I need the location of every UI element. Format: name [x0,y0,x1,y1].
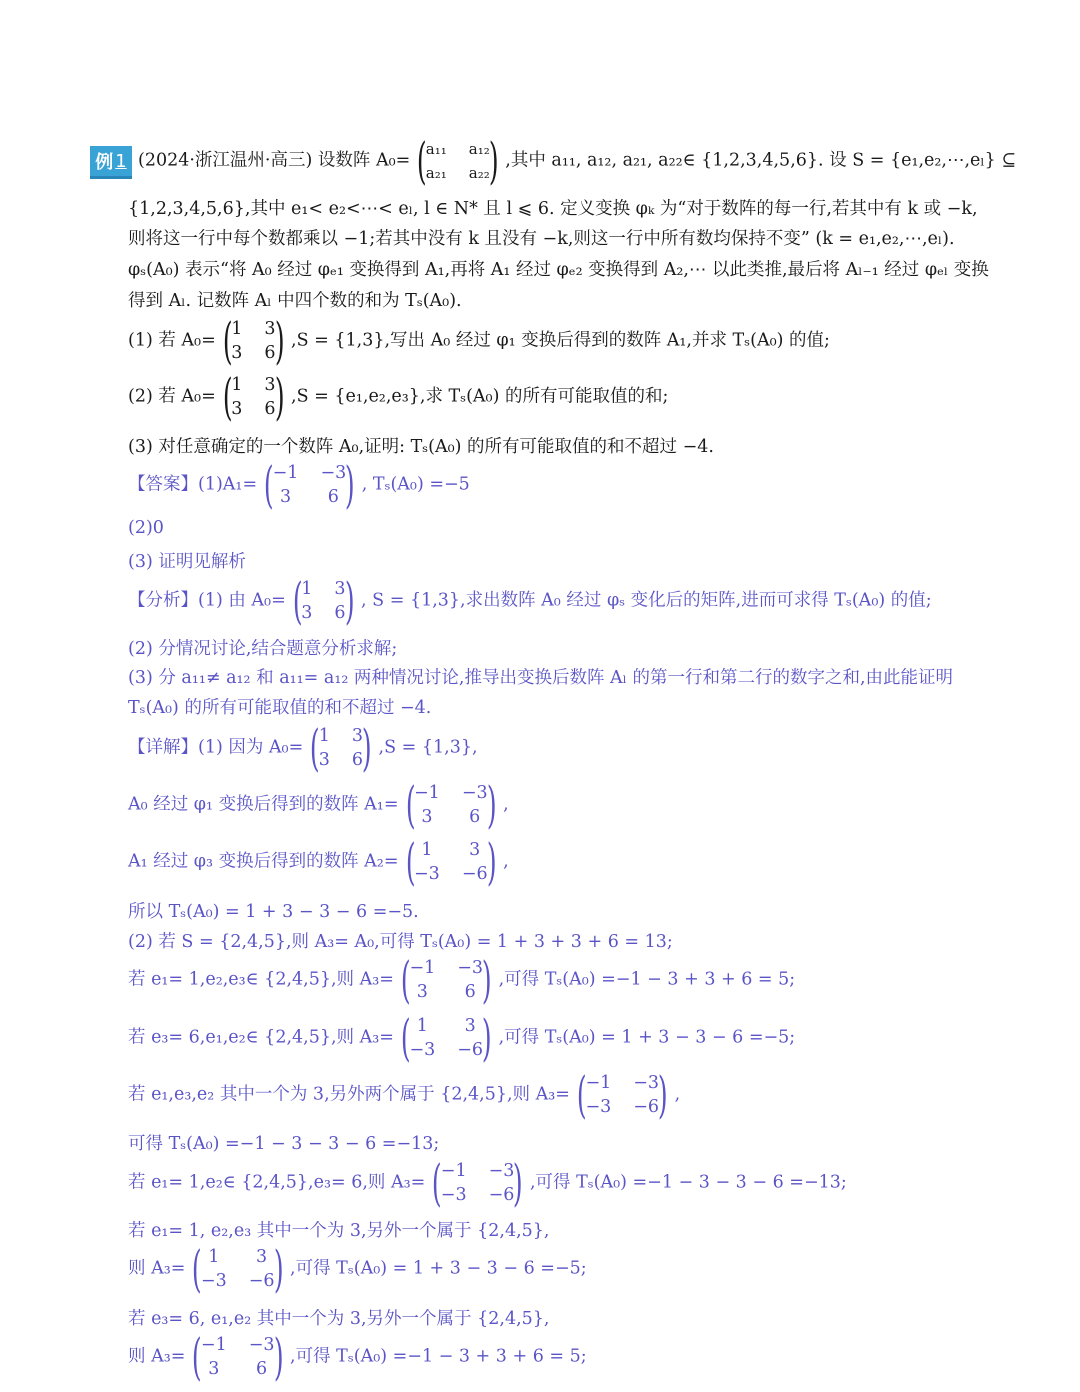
problem-header-tail: ,其中 a₁₁, a₁₂, a₂₁, a₂₂∈ {1,2,3,4,5,6}. 设 S = {e₁,e₂,⋯,eₗ} ⊆ [505,150,1017,171]
matrix-cell: −3 [440,1185,467,1205]
answer-2: (2)0 [128,518,164,538]
detail-5: (2) 若 S = {2,4,5},则 A₃= A₀,可得 Tₛ(A₀) = 1 + 3 + 3 + 6 = 13; [128,932,673,952]
matrix-cell: 3 [256,1247,268,1267]
detail-12: 则 A₃= ( 1 3 −3 −6 ) ,可得 Tₛ(A₀) = 1 + 3 − 3 − 6 =−5; [128,1240,587,1298]
detail-4: 所以 Tₛ(A₀) = 1 + 3 − 3 − 6 =−5. [128,902,419,922]
answer-1: 【答案】(1)A₁= ( −1 −3 3 6 ) , Tₛ(A₀) =−5 [128,456,470,514]
matrix-cell: 3 [334,579,346,599]
matrix-cell: 6 [464,982,476,1002]
matrix-cell: −1 [200,1335,227,1355]
example-badge [90,146,132,179]
matrix-detail-14: ( −1 −3 3 6 ) [192,1328,284,1386]
matrix-cell: 1 [416,1016,428,1036]
matrix-detail-3: ( 1 3 −3 −6 ) [405,833,497,891]
detail-9: 可得 Tₛ(A₀) =−1 − 3 − 3 − 6 =−13; [128,1134,440,1154]
matrix-cell: 3 [279,487,292,507]
matrix-detail-1: ( 1 3 3 6 ) [310,719,372,777]
matrix-answer: ( −1 −3 3 6 ) [263,456,355,514]
matrix-cell: 3 [264,375,276,395]
problem-header [138,132,1017,190]
matrix-cell: −3 [457,958,484,978]
matrix-cell: 6 [256,1359,268,1379]
matrix-cell: a₂₁ [425,164,447,182]
problem-header-text: (2024·浙江温州·高三) 设数阵 A₀= [138,150,411,171]
matrix-cell: −6 [488,1185,515,1205]
matrix-cell: 1 [231,375,243,395]
analysis-3a: (3) 分 a₁₁≠ a₁₂ 和 a₁₁= a₁₂ 两种情况讨论,推导出变换后数阵 Aₗ 的第一行和第二行的数字之和,由此能证明 [128,668,954,688]
detail-10: 若 e₁= 1,e₂∈ {2,4,5},e₃= 6,则 A₃= ( −1 −3 −3 −6 ) ,可得 Tₛ(A₀) =−1 − 3 − 3 − 6 =−13; [128,1154,847,1212]
detail-2: A₀ 经过 φ₁ 变换后得到的数阵 A₁= ( −1 −3 3 6 ) , [128,776,509,834]
matrix-cell: 6 [351,750,364,770]
matrix-cell: −6 [457,1040,484,1060]
matrix-cell: 3 [318,750,330,770]
detail-8: 若 e₁,e₃,e₂ 其中一个为 3,另外两个属于 {2,4,5},则 A₃= ( −1 −3 −3 −6 ) , [128,1066,681,1124]
matrix-cell: −6 [461,864,488,884]
problem-line-3: 则将这一行中每个数都乘以 −1;若其中没有 k 且没有 −k,则这一行中所有数均保持不变” (k = e₁,e₂,⋯,eₗ). [128,229,955,249]
matrix-cell: 6 [334,603,346,623]
matrix-detail-8: ( −1 −3 −3 −6 ) [576,1066,668,1124]
matrix-cell: 3 [416,982,428,1002]
question-3: (3) 对任意确定的一个数阵 A₀,证明: Tₛ(A₀) 的所有可能取值的和不超过 −4. [128,437,714,457]
problem-line-4: φₛ(A₀) 表示“将 A₀ 经过 φₑ₁ 变换得到 A₁,再将 A₁ 经过 φₑ₂ 变换得到 A₂,⋯ 以此类推,最后将 Aₗ₋₁ 经过 φₑₗ 变换 [128,260,989,280]
matrix-cell: 1 [231,319,243,339]
matrix-cell: −6 [248,1271,275,1291]
matrix-cell: −6 [633,1097,660,1117]
matrix-cell: −1 [272,463,299,483]
matrix-cell: 6 [469,807,481,827]
matrix-cell: 3 [469,840,481,860]
analysis-2: (2) 分情况讨论,结合题意分析求解; [128,639,398,659]
badge-number: 1 [115,150,127,172]
matrix-cell: −1 [414,783,440,803]
badge-label: 例 [95,152,114,173]
matrix-cell: 1 [208,1247,220,1267]
matrix-detail-2: ( −1 −3 3 6 ) [405,776,497,834]
matrix-a0-general: ( a₁₁ a₁₂ a₂₁ a₂₂ ) [417,132,499,190]
matrix-a0: ( 1 3 3 6 ) [222,312,285,370]
analysis-1: 【分析】(1) 由 A₀= ( 1 3 3 6 ) , S = {1,3},求出数阵 A₀ 经过 φₛ 变化后的矩阵,进而可求得 Tₛ(A₀) 的值; [128,572,932,630]
matrix-cell: a₁₁ [425,140,447,158]
question-1: (1) 若 A₀= ( 1 3 3 6 ) ,S = {1,3},写出 A₀ 经过 φ₁ 变换后得到的数阵 A₁,并求 Tₛ(A₀) 的值; [128,312,830,370]
detail-7: 若 e₃= 6,e₁,e₂∈ {2,4,5},则 A₃= ( 1 3 −3 −6 ) ,可得 Tₛ(A₀) = 1 + 3 − 3 − 6 =−5; [128,1009,796,1067]
matrix-cell: 1 [301,579,313,599]
problem-line-5: 得到 Aₗ. 记数阵 Aₗ 中四个数的和为 Tₛ(A₀). [128,291,462,311]
matrix-cell: −3 [461,783,488,803]
matrix-cell: −3 [585,1097,612,1117]
matrix-cell: −3 [320,463,347,483]
matrix-cell: 6 [264,343,276,363]
matrix-cell: 3 [351,726,364,746]
problem-line-2: {1,2,3,4,5,6},其中 e₁< e₂<⋯< eₗ, l ∈ N* 且 l ⩽ 6. 定义变换 φₖ 为“对于数阵的每一行,若其中有 k 或 −k, [128,199,978,219]
matrix-analysis: ( 1 3 3 6 ) [292,572,355,630]
analysis-3b: Tₛ(A₀) 的所有可能取值的和不超过 −4. [128,698,432,718]
matrix-detail-10: ( −1 −3 −3 −6 ) [432,1154,524,1212]
matrix-cell: −3 [633,1073,660,1093]
detail-13: 若 e₃= 6, e₁,e₂ 其中一个为 3,另外一个属于 {2,4,5}, [128,1309,550,1329]
detail-1: 【详解】(1) 因为 A₀= ( 1 3 3 6 ) ,S = {1,3}, [128,719,478,777]
matrix-cell: −3 [488,1161,515,1181]
matrix-cell: 3 [264,319,276,339]
matrix-cell: 3 [231,343,243,363]
matrix-cell: −1 [440,1161,467,1181]
matrix-cell: 6 [264,399,276,419]
matrix-a0: ( 1 3 3 6 ) [222,368,285,426]
matrix-cell: −3 [414,864,440,884]
answer-3: (3) 证明见解析 [128,552,246,572]
matrix-detail-12: ( 1 3 −3 −6 ) [192,1240,284,1298]
matrix-cell: 3 [301,603,313,623]
matrix-cell: 1 [421,840,433,860]
matrix-cell: −3 [200,1271,227,1291]
detail-11: 若 e₁= 1, e₂,e₃ 其中一个为 3,另外一个属于 {2,4,5}, [128,1221,550,1241]
matrix-cell: −3 [409,1040,436,1060]
matrix-cell: 3 [231,399,243,419]
matrix-cell: 1 [318,726,330,746]
detail-6: 若 e₁= 1,e₂,e₃∈ {2,4,5},则 A₃= ( −1 −3 3 6 ) ,可得 Tₛ(A₀) =−1 − 3 + 3 + 6 = 5; [128,951,796,1009]
matrix-cell: a₁₂ [468,140,490,158]
matrix-cell: −1 [585,1073,612,1093]
matrix-cell: −1 [409,958,436,978]
matrix-cell: 6 [327,487,339,507]
question-2: (2) 若 A₀= ( 1 3 3 6 ) ,S = {e₁,e₂,e₃},求 Tₛ(A₀) 的所有可能取值的和; [128,368,669,426]
matrix-cell: −3 [248,1335,275,1355]
matrix-detail-7: ( 1 3 −3 −6 ) [400,1009,492,1067]
matrix-cell: 3 [464,1016,476,1036]
detail-14: 则 A₃= ( −1 −3 3 6 ) ,可得 Tₛ(A₀) =−1 − 3 + 3 + 6 = 5; [128,1328,587,1386]
matrix-cell: 3 [208,1359,220,1379]
matrix-cell: a₂₂ [468,164,490,182]
matrix-detail-6: ( −1 −3 3 6 ) [400,951,492,1009]
matrix-cell: 3 [421,807,433,827]
detail-3: A₁ 经过 φ₃ 变换后得到的数阵 A₂= ( 1 3 −3 −6 ) , [128,833,509,891]
